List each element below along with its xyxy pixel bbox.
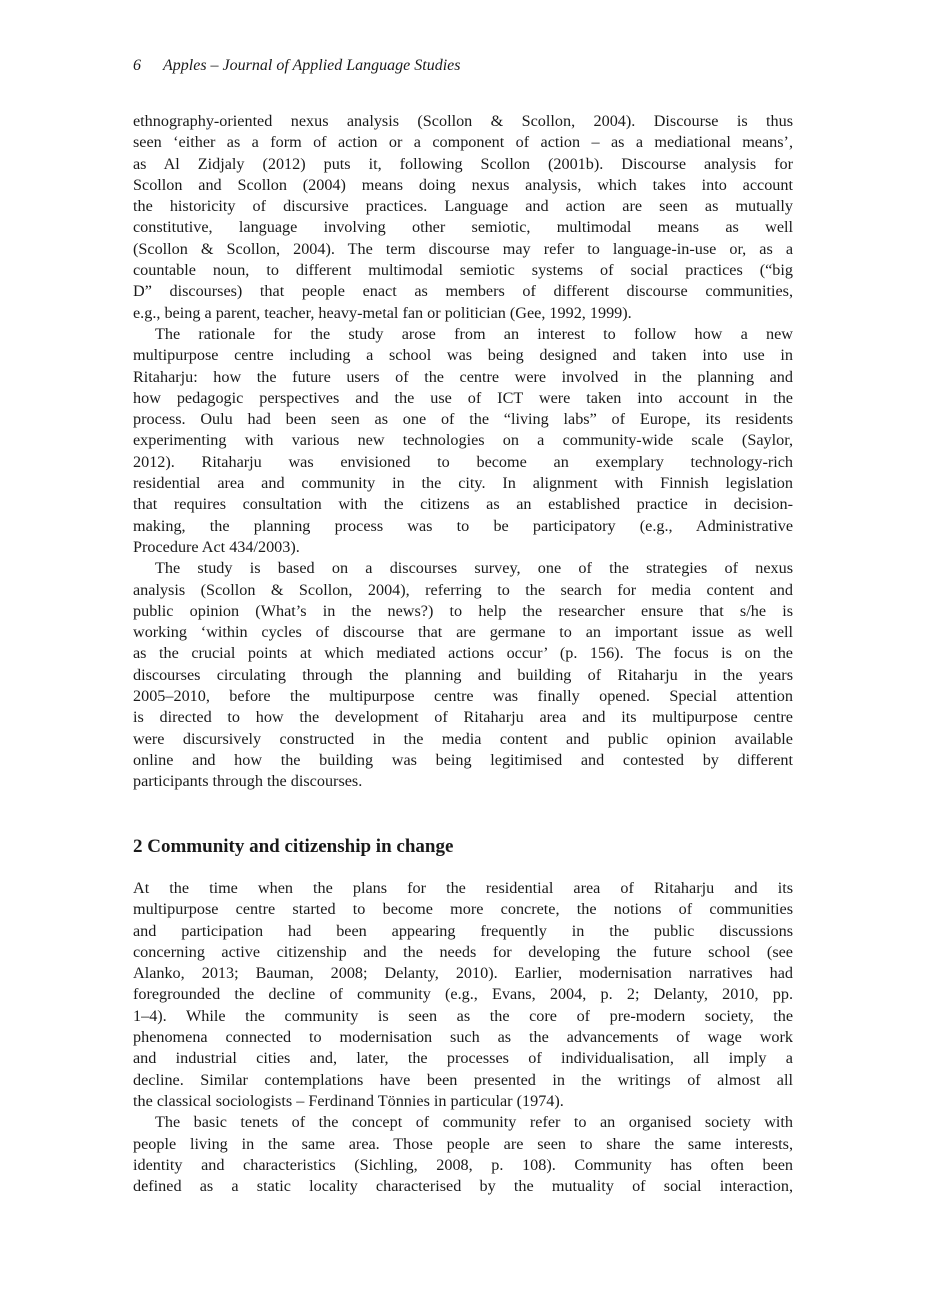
body-text-block-2 bbox=[133, 878, 793, 1197]
text-line: and industrial cities and, later, the processes of individualisation, all imply a bbox=[133, 1049, 793, 1068]
text-line: countable noun, to different multimodal semiotic systems of social practices (“big bbox=[133, 261, 793, 280]
body-text-block-1 bbox=[133, 111, 793, 793]
journal-title: Apples – Journal of Applied Language Studies bbox=[163, 57, 461, 74]
text-line: concerning active citizenship and the needs for developing the future school (see bbox=[133, 942, 793, 961]
paragraph-community-notions bbox=[133, 878, 793, 1112]
text-line: the historicity of discursive practices. Language and action are seen as mutually bbox=[133, 197, 793, 216]
text-line: 1–4). While the community is seen as the core of pre-modern society, the bbox=[133, 1006, 793, 1025]
text-line: D” discourses) that people enact as members of different discourse communities, bbox=[133, 282, 793, 301]
paragraph-study-rationale bbox=[133, 324, 793, 558]
text-line: as the crucial points at which mediated actions occur’ (p. 156). The focus is on the bbox=[133, 644, 793, 663]
text-line: constitutive, language involving other semiotic, multimodal means as well bbox=[133, 218, 793, 237]
text-line: (Scollon & Scollon, 2004). The term discourse may refer to language-in-use or, as a bbox=[133, 239, 793, 258]
text-line: online and how the building was being legitimised and contested by different bbox=[133, 750, 793, 769]
text-line: making, the planning process was to be participatory (e.g., Administrative bbox=[133, 516, 793, 535]
text-line: The study is based on a discourses survey, one of the strategies of nexus bbox=[155, 559, 793, 578]
text-line: Ritaharju: how the future users of the centre were involved in the planning and bbox=[133, 367, 793, 386]
text-line: were discursively constructed in the media content and public opinion available bbox=[133, 729, 793, 748]
text-line: Alanko, 2013; Bauman, 2008; Delanty, 2010). Earlier, modernisation narratives had bbox=[133, 964, 793, 983]
text-line: people living in the same area. Those people are seen to share the same interests, bbox=[133, 1134, 793, 1153]
paragraph-discourse-definition bbox=[133, 111, 793, 324]
text-line: process. Oulu had been seen as one of the “living labs” of Europe, its residents bbox=[133, 410, 793, 429]
text-line: analysis (Scollon & Scollon, 2004), referring to the search for media content and bbox=[133, 580, 793, 599]
page-number: 6 bbox=[133, 57, 141, 74]
text-line: e.g., being a parent, teacher, heavy-metal fan or politician (Gee, 1992, 1999). bbox=[133, 303, 632, 322]
text-line: foregrounded the decline of community (e.g., Evans, 2004, p. 2; Delanty, 2010, pp. bbox=[133, 985, 793, 1004]
text-line: residential area and community in the city. In alignment with Finnish legislation bbox=[133, 474, 793, 493]
paragraph-discourses-survey bbox=[133, 558, 793, 792]
text-line: 2012). Ritaharju was envisioned to become an exemplary technology-rich bbox=[133, 452, 793, 471]
text-line: The rationale for the study arose from an interest to follow how a new bbox=[155, 324, 793, 343]
text-line: multipurpose centre started to become more concrete, the notions of communities bbox=[133, 900, 793, 919]
paragraph-community-tenets bbox=[133, 1112, 793, 1197]
text-line: seen ‘either as a form of action or a component of action – as a mediational means’, bbox=[133, 133, 793, 152]
section-heading: 2 Community and citizenship in change bbox=[133, 836, 454, 857]
text-line: the classical sociologists – Ferdinand Tönnies in particular (1974). bbox=[133, 1091, 564, 1110]
text-line: public opinion (What’s in the news?) to help the researcher ensure that s/he is bbox=[133, 601, 793, 620]
text-line: participants through the discourses. bbox=[133, 772, 363, 791]
text-line: At the time when the plans for the residential area of Ritaharju and its bbox=[133, 879, 793, 897]
text-line: is directed to how the development of Ritaharju area and its multipurpose centre bbox=[133, 708, 793, 727]
text-line: phenomena connected to modernisation such as the advancements of wage work bbox=[133, 1028, 793, 1047]
text-line: ethnography-oriented nexus analysis (Scollon & Scollon, 2004). Discourse is thus bbox=[133, 112, 793, 130]
running-head bbox=[133, 55, 460, 77]
text-line: working ‘within cycles of discourse that are germane to an important issue as well bbox=[133, 623, 793, 642]
text-line: experimenting with various new technologies on a community-wide scale (Saylor, bbox=[133, 431, 793, 450]
text-line: as Al Zidjaly (2012) puts it, following Scollon (2001b). Discourse analysis for bbox=[133, 154, 793, 173]
text-line: and participation had been appearing frequently in the public discussions bbox=[133, 921, 793, 940]
text-line: Procedure Act 434/2003). bbox=[133, 537, 300, 556]
text-line: discourses circulating through the planning and building of Ritaharju in the years bbox=[133, 665, 793, 684]
text-line: multipurpose centre including a school was being designed and taken into use in bbox=[133, 346, 793, 365]
text-line: The basic tenets of the concept of community refer to an organised society with bbox=[155, 1113, 793, 1132]
text-line: 2005–2010, before the multipurpose centre was finally opened. Special attention bbox=[133, 687, 793, 706]
text-line: how pedagogic perspectives and the use of ICT were taken into account in the bbox=[133, 388, 793, 407]
text-line: identity and characteristics (Sichling, 2008, p. 108). Community has often been bbox=[133, 1155, 793, 1174]
text-line: decline. Similar contemplations have been presented in the writings of almost all bbox=[133, 1070, 793, 1089]
text-line: Scollon and Scollon (2004) means doing nexus analysis, which takes into account bbox=[133, 175, 793, 194]
text-line: that requires consultation with the citizens as an established practice in decision- bbox=[133, 495, 793, 514]
text-line: defined as a static locality characterised by the mutuality of social interaction, bbox=[133, 1177, 793, 1196]
